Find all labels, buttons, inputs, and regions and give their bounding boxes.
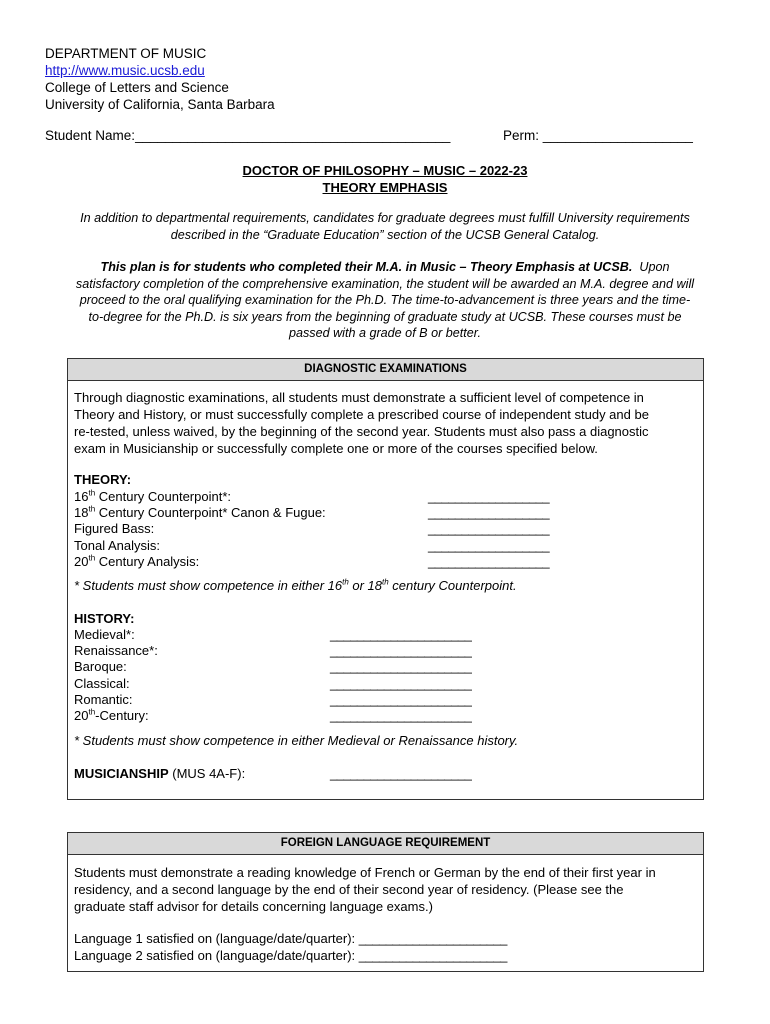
language-2-blank[interactable]: ______________________ <box>358 948 507 963</box>
diagnostic-line1: Through diagnostic examinations, all students must demonstrate a sufficient level of competence in <box>74 390 644 405</box>
theory-item-label: 16th Century Counterpoint*: <box>74 488 231 504</box>
department-name: DEPARTMENT OF MUSIC <box>45 46 207 61</box>
history-item-blank[interactable]: _____________________ <box>330 643 472 659</box>
theory-item-label: Tonal Analysis: <box>74 537 160 553</box>
perm-label: Perm: <box>503 128 540 143</box>
intro-p1-line2: described in the “Graduate Education” section of the UCSB General Catalog. <box>170 227 600 242</box>
diagnostic-line4: exam in Musicianship or successfully complete one or more of the courses specified below. <box>74 441 598 456</box>
student-name-label: Student Name: <box>45 128 136 143</box>
student-name-field[interactable] <box>45 128 450 143</box>
intro-paragraph-1 <box>48 210 722 243</box>
page-subtitle: THEORY EMPHASIS <box>322 180 448 195</box>
history-item-label: Baroque: <box>74 659 127 675</box>
language-line1: Students must demonstrate a reading knowledge of French or German by the end of their first year in <box>74 865 656 880</box>
theory-item-blank[interactable]: __________________ <box>428 537 550 553</box>
diagnostic-line3: re-tested, unless waived, by the beginning of the second year. Students must also pass a diagnostic <box>74 424 649 439</box>
theory-item-label: 18th Century Counterpoint* Canon & Fugue: <box>74 504 326 521</box>
university-name: University of California, Santa Barbara <box>45 97 275 112</box>
history-item-blank[interactable]: _____________________ <box>330 659 472 675</box>
perm-blank[interactable]: ____________________ <box>542 128 693 143</box>
language-1-label: Language 1 satisfied on (language/date/quarter): <box>74 931 356 946</box>
theory-item-blank[interactable]: __________________ <box>428 505 550 521</box>
perm-field[interactable] <box>503 128 693 143</box>
history-heading: HISTORY: <box>74 611 135 626</box>
theory-note: * Students must show competence in either 16th or 18th century Counterpoint. <box>74 577 517 593</box>
intro-p2-line2: satisfactory completion of the comprehensive examination, the student will be awarded an M.A. degree and will <box>75 276 695 291</box>
intro-p2-bold: This plan is for students who completed their M.A. in Music – Theory Emphasis at UCSB. <box>100 260 633 274</box>
foreign-language-heading: FOREIGN LANGUAGE REQUIREMENT <box>68 833 703 855</box>
theory-item-label: Figured Bass: <box>74 521 155 537</box>
language-1-blank[interactable]: ______________________ <box>358 931 507 946</box>
musicianship-label: MUSICIANSHIP <box>74 766 169 781</box>
history-item-blank[interactable]: _____________________ <box>330 675 472 691</box>
college-name: College of Letters and Science <box>45 80 229 95</box>
history-item-label: 20th-Century: <box>74 707 149 723</box>
intro-p2-line1 <box>48 259 722 276</box>
intro-paragraph-2 <box>48 259 722 342</box>
theory-heading: THEORY: <box>74 472 132 487</box>
musicianship-row <box>74 766 245 782</box>
student-name-blank[interactable]: __________________________________________ <box>135 128 451 143</box>
theory-item-label: 20th Century Analysis: <box>74 553 200 569</box>
page-title: DOCTOR OF PHILOSOPHY – MUSIC – 2022-23 <box>242 163 528 178</box>
history-item-blank[interactable]: _____________________ <box>330 708 472 723</box>
musicianship-course: (MUS 4A-F): <box>168 766 246 781</box>
intro-p1-line1: In addition to departmental requirements, candidates for graduate degrees must fulfill University requirements <box>80 211 690 225</box>
intro-p2-line1-rest: Upon <box>639 260 670 274</box>
theory-item-blank[interactable]: __________________ <box>428 553 550 569</box>
theory-item-blank[interactable]: __________________ <box>428 489 550 504</box>
history-item-label: Renaissance*: <box>74 643 158 659</box>
language-description <box>74 864 694 915</box>
language-2-label: Language 2 satisfied on (language/date/quarter): <box>74 948 356 963</box>
department-url-link[interactable]: http://www.music.ucsb.edu <box>45 63 205 78</box>
history-item-label: Classical: <box>74 675 130 691</box>
intro-p2-line5: passed with a grade of B or better. <box>288 326 482 341</box>
diagnostic-line2: Theory and History, or must successfully complete a prescribed course of independent study and be <box>74 407 649 422</box>
theory-item-blank[interactable]: __________________ <box>428 521 550 537</box>
musicianship-blank[interactable]: _____________________ <box>330 766 472 781</box>
history-item-label: Romantic: <box>74 691 133 707</box>
history-item-blank[interactable]: _____________________ <box>330 627 472 642</box>
language-2-row <box>74 948 507 964</box>
history-note: * Students must show competence in either Medieval or Renaissance history. <box>74 733 519 748</box>
history-item-blank[interactable]: _____________________ <box>330 691 472 707</box>
language-1-row <box>74 931 507 947</box>
intro-p2-line4: to-degree for the Ph.D. is six years from the beginning of graduate study at UCSB. These courses must be <box>88 309 682 324</box>
diagnostic-exams-heading: DIAGNOSTIC EXAMINATIONS <box>68 359 703 381</box>
language-line3: graduate staff advisor for details concerning language exams.) <box>74 899 433 914</box>
diagnostic-description <box>74 389 694 457</box>
intro-p2-line3: proceed to the oral qualifying examination for the Ph.D. The time-to-advancement is three years and the time- <box>79 293 691 308</box>
department-header <box>45 45 275 113</box>
language-line2: residency, and a second language by the end of their second year of residency. (Please see the <box>74 882 624 897</box>
history-item-label: Medieval*: <box>74 627 135 642</box>
